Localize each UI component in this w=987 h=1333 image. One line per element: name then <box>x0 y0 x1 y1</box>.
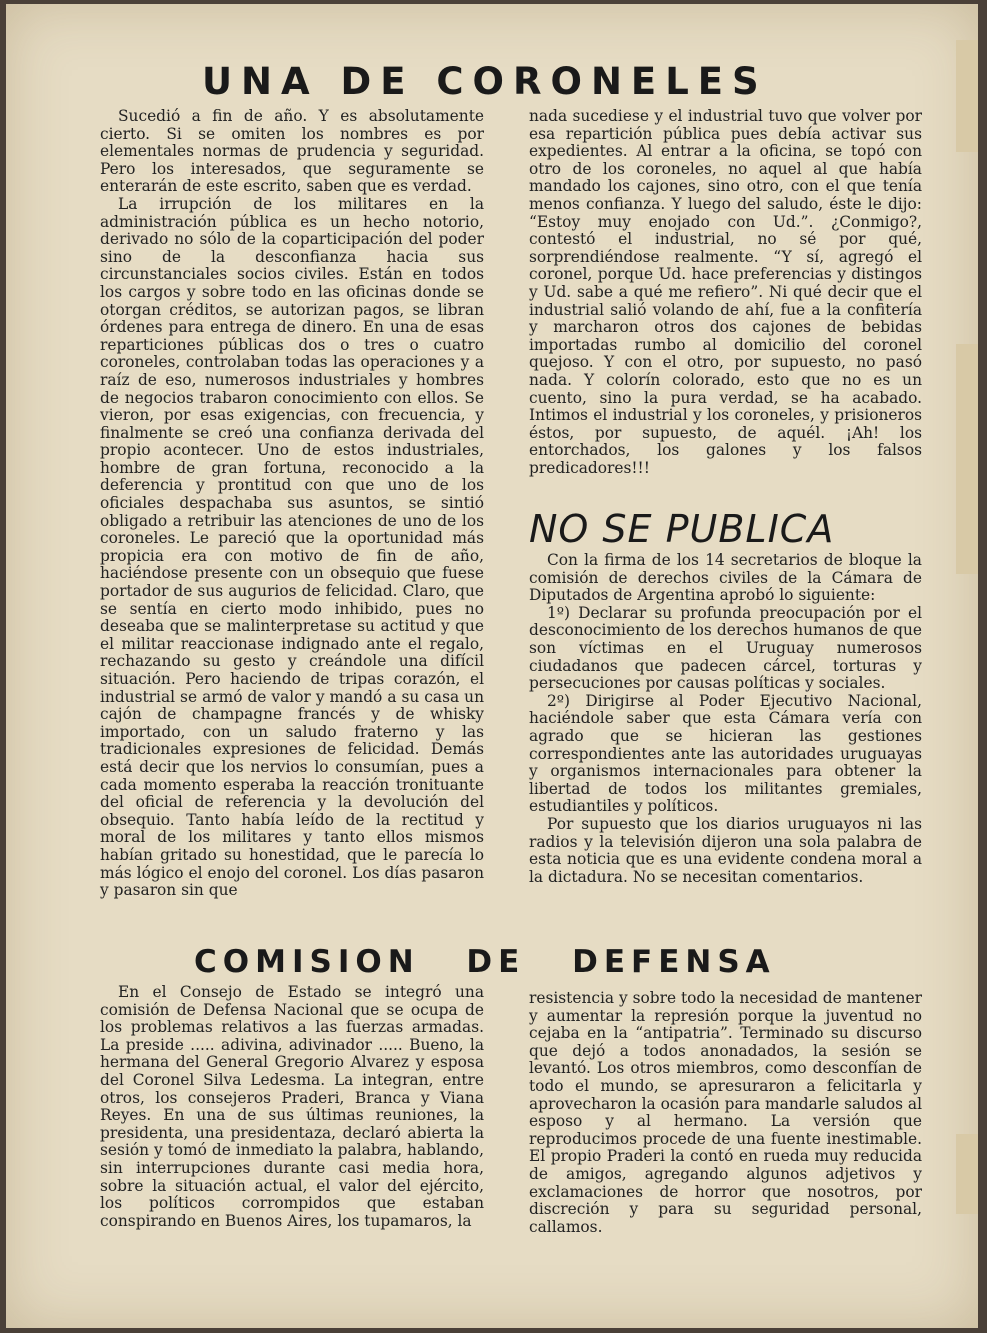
paragraph: Con la firma de los 14 secretarios de bloque la comisión de derechos civiles de la Cámara de Diputados de Argentina aprobó lo siguiente: <box>529 551 922 605</box>
article-no-se-publica-body <box>529 552 922 942</box>
paragraph: La irrupción de los militares en la administración pública es un hecho notorio, derivado no sólo de la coparticipación del poder sino de la desconfianza hacia sus circunstanciales socios civiles. Están en todos los cargos y sobre todo en las oficinas donde se otorgan créditos, se autorizan pagos, se libran órdenes para entrega de dinero. En una de esas reparticiones públicas dos o tres o cuatro coroneles, controlaban todas las operaciones y a raíz de eso, numerosos industriales y hombres de negocios trabaron conocimiento con ellos. Se vieron, por esas exigencias, con frecuencia, y finalmente se creó una confianza derivada del propio acontecer. Uno de estos industriales, hombre de gran fortuna, reconocido a la deferencia y prontitud con que uno de los oficiales despachaba sus asuntos, se sintió obligado a retribuir las atenciones de uno de los coroneles. Le pareció que la oportunidad más propicia era con motivo de fin de año, haciéndose presente con un obsequio que fuese portador de sus augurios de felicidad. Claro, que se sentía en cierto modo inhibido, pues no deseaba que se malinterpretase su actitud y que el militar reaccionase indignado ante el regalo, rechazando su gesto y creándole una difícil situación. Pero haciendo de tripas corazón, el industrial se armó de valor y mandó a su casa un cajón de champagne francés y de whisky importado, con un saludo fraterno y las tradicionales expresiones de felicidad. Demás está decir que los nervios lo consumían, pues a cada momento esperaba la reacción tronituante del oficial de referencia y la devolución del obsequio. Tanto había leído de la rectitud y moral de los militares y tanto ellos mismos habían gritado su honestidad, que le parecía lo más lógico el enojo del coronel. Los días pasaron y pasaron sin que <box>100 194 484 900</box>
newspaper-page <box>6 4 978 1328</box>
article-title-no-se-publica: NO SE PUBLICA <box>529 507 835 551</box>
paragraph: 2º) Dirigirse al Poder Ejecutivo Nacional, haciéndole saber que esta Cámara vería con agrado que se hicieran las gestiones correspondientes ante las autoridades uruguayas y organismos internacionales para obtener la libertad de todos los militantes gremiales, estudiantiles y políticos. <box>529 691 922 816</box>
article-una-de-coroneles-column-1 <box>100 108 484 938</box>
paper-edge-tab <box>956 344 978 574</box>
paper-edge-tab <box>956 1134 978 1214</box>
paragraph: Por supuesto que los diarios uruguayos ni las radios y la televisión dijeron una sola palabra de esta noticia que es una evidente condena moral a la dictadura. No se necesitan comentarios. <box>529 814 922 886</box>
paragraph: resistencia y sobre todo la necesidad de mantener y aumentar la represión porque la juventud no cejaba en la “antipatria”. Terminado su discurso que dejó a todos anonadados, la sesión se levantó. Los otros miembros, como desconfían de todo el mundo, se apresuraron a felicitarla y aprovecharon la ocasión para mandarle saludos al esposo y al hermano. La versión que reproducimos procede de una fuente inestimable. El propio Praderi la contó en rueda muy reducida de amigos, agregando algunos adjetivos y exclamaciones de horror que nosotros, por discreción y para su seguridad personal, callamos. <box>529 989 922 1236</box>
article-comision-de-defensa-column-2 <box>529 990 922 1260</box>
article-comision-de-defensa-column-1 <box>100 984 484 1264</box>
paragraph: nada sucediese y el industrial tuvo que volver por esa repartición pública pues debía activar sus expedientes. Al entrar a la oficina, se topó con otro de los coroneles, no aquel al que había mandado los cajones, sino otro, con el que tenía menos confianza. Y luego del saludo, éste le dijo: “Estoy muy enojado con Ud.”. ¿Conmigo?, contestó el industrial, no sé por qué, sorprendiéndose realmente. “Y sí, agregó el coronel, porque Ud. hace preferencias y distingos y Ud. sabe a qué me refiero”. Ni qué decir que el industrial salió volando de ahí, fue a la confitería y marcharon otros dos cajones de bebidas importadas rumbo al domicilio del coronel quejoso. Y con el otro, por supuesto, no pasó nada. Y colorín colorado, esto que no es un cuento, sino la pura verdad, se ha acabado. Intimos el industrial y los coroneles, y prisioneros éstos, por supuesto, de aquél. ¡Ah! los entorchados, los galones y los falsos predicadores!!! <box>529 107 922 477</box>
paragraph: En el Consejo de Estado se integró una comisión de Defensa Nacional que se ocupa de los problemas relativos a las fuerzas armadas. La preside ..... adivina, adivinador ..... Bueno, la hermana del General Gregorio Alvarez y esposa del Coronel Silva Ledesma. La integran, entre otros, los consejeros Praderi, Branca y Viana Reyes. En una de sus últimas reuniones, la presidenta, una presidentaza, declaró abierta la sesión y tomó de inmediato la palabra, hablando, sin interrupciones durante casi media hora, sobre la situación actual, el valor del ejército, los políticos corrompidos que estaban conspirando en Buenos Aires, los tupamaros, la <box>100 983 484 1230</box>
article-title-una-de-coroneles: UNA DE CORONELES <box>202 60 768 103</box>
paragraph: Sucedió a fin de año. Y es absolutamente cierto. Si se omiten los nombres es por elementales normas de prudencia y seguridad. Pero los interesados, que seguramente se enterarán de este escrito, saben que es verdad. <box>100 107 484 196</box>
article-title-comision-de-defensa: COMISION DE DEFENSA <box>194 944 776 980</box>
paragraph: 1º) Declarar su profunda preocupación por el desconocimiento de los derechos humanos de que son víctimas en el Uruguay numerosos ciudadanos que padecen cárcel, torturas y persecuciones por causas políticas y sociales. <box>529 603 922 693</box>
paper-edge-tab <box>956 40 978 152</box>
article-una-de-coroneles-column-2 <box>529 108 922 504</box>
